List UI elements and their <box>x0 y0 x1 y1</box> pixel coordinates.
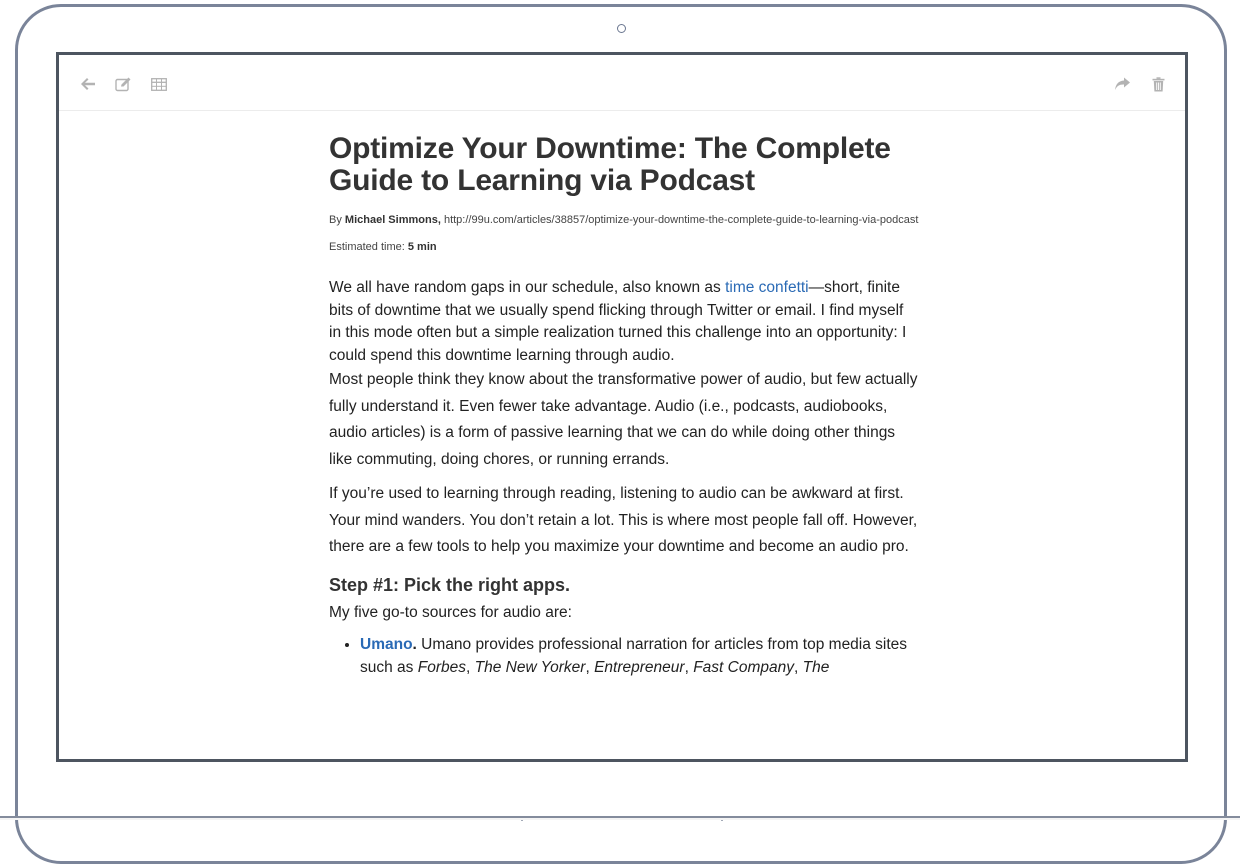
separator: , <box>684 658 694 676</box>
toolbar <box>59 55 1185 111</box>
article <box>329 133 919 679</box>
table-button[interactable] <box>150 75 168 93</box>
share-icon <box>1114 77 1131 91</box>
edit-icon <box>115 77 132 92</box>
estimated-time-value: 5 min <box>407 241 437 253</box>
camera-icon <box>617 24 626 33</box>
step-1-intro: My five go-to sources for audio are: <box>329 603 572 621</box>
paragraph-1-text: We all have random gaps in our schedule, also known as <box>329 279 726 296</box>
share-button[interactable] <box>1113 75 1131 93</box>
umano-link[interactable]: Umano <box>360 636 413 653</box>
back-arrow-icon <box>80 77 96 91</box>
paragraph-3: If you’re used to learning through reading, listening to audio can be awkward at first. Your mind wanders. You don’t retain a lot. This is where most people fall off. However, there are a few tools to help you maximize your downtime and become an audio pro. <box>329 485 918 555</box>
separator: , <box>585 658 595 676</box>
source-url[interactable]: http://99u.com/articles/38857/optimize-your-downtime-the-complete-guide-to-learning-via-podcast <box>443 214 919 226</box>
publication-name: The <box>802 658 830 676</box>
byline <box>329 207 919 234</box>
delete-button[interactable] <box>1149 75 1167 93</box>
author-name: Michael Simmons <box>344 214 438 226</box>
separator: , <box>465 658 475 676</box>
audio-sources-list <box>329 634 919 679</box>
estimated-time <box>329 234 919 261</box>
time-confetti-link[interactable]: time confetti <box>725 279 809 296</box>
back-button[interactable] <box>79 75 97 93</box>
paragraph-1 <box>329 277 919 367</box>
publication-name: Fast Company <box>693 658 794 676</box>
byline-prefix: By <box>329 214 345 226</box>
paragraph-2: Most people think they know about the transformative power of audio, but few actually fully understand it. Even fewer take advantage. Audio (i.e., podcasts, audiobooks, audio articles) is a form of passive learning that we can do while doing other things like commuting, doing chores, or running errands. <box>329 371 918 468</box>
table-icon <box>151 78 167 91</box>
paragraph-1-text-cont: —short, finite bits of downtime that we usually spend flicking through Twitter or email. I find myself in this mode often but a simple realization turned this challenge into an opportunity: I could spend this downtime learning through audio. <box>329 279 907 364</box>
list-item-period: . <box>412 636 417 653</box>
separator: , <box>794 658 803 676</box>
estimated-time-label: Estimated time: <box>329 241 408 253</box>
trash-icon <box>1152 77 1165 92</box>
publication-name: The New Yorker <box>474 658 586 676</box>
publication-name: Forbes <box>417 658 466 676</box>
byline-comma: , <box>437 214 444 226</box>
step-1-heading: Step #1: Pick the right apps. <box>329 574 571 595</box>
publication-name: Entrepreneur <box>594 658 685 676</box>
edit-button[interactable] <box>114 75 132 93</box>
list-item-text: Umano provides professional narration for articles from top media sites such as <box>360 636 908 676</box>
list-item <box>360 634 919 679</box>
app-screen <box>56 52 1188 762</box>
article-title: Optimize Your Downtime: The Complete Guide to Learning via Podcast <box>329 132 891 197</box>
